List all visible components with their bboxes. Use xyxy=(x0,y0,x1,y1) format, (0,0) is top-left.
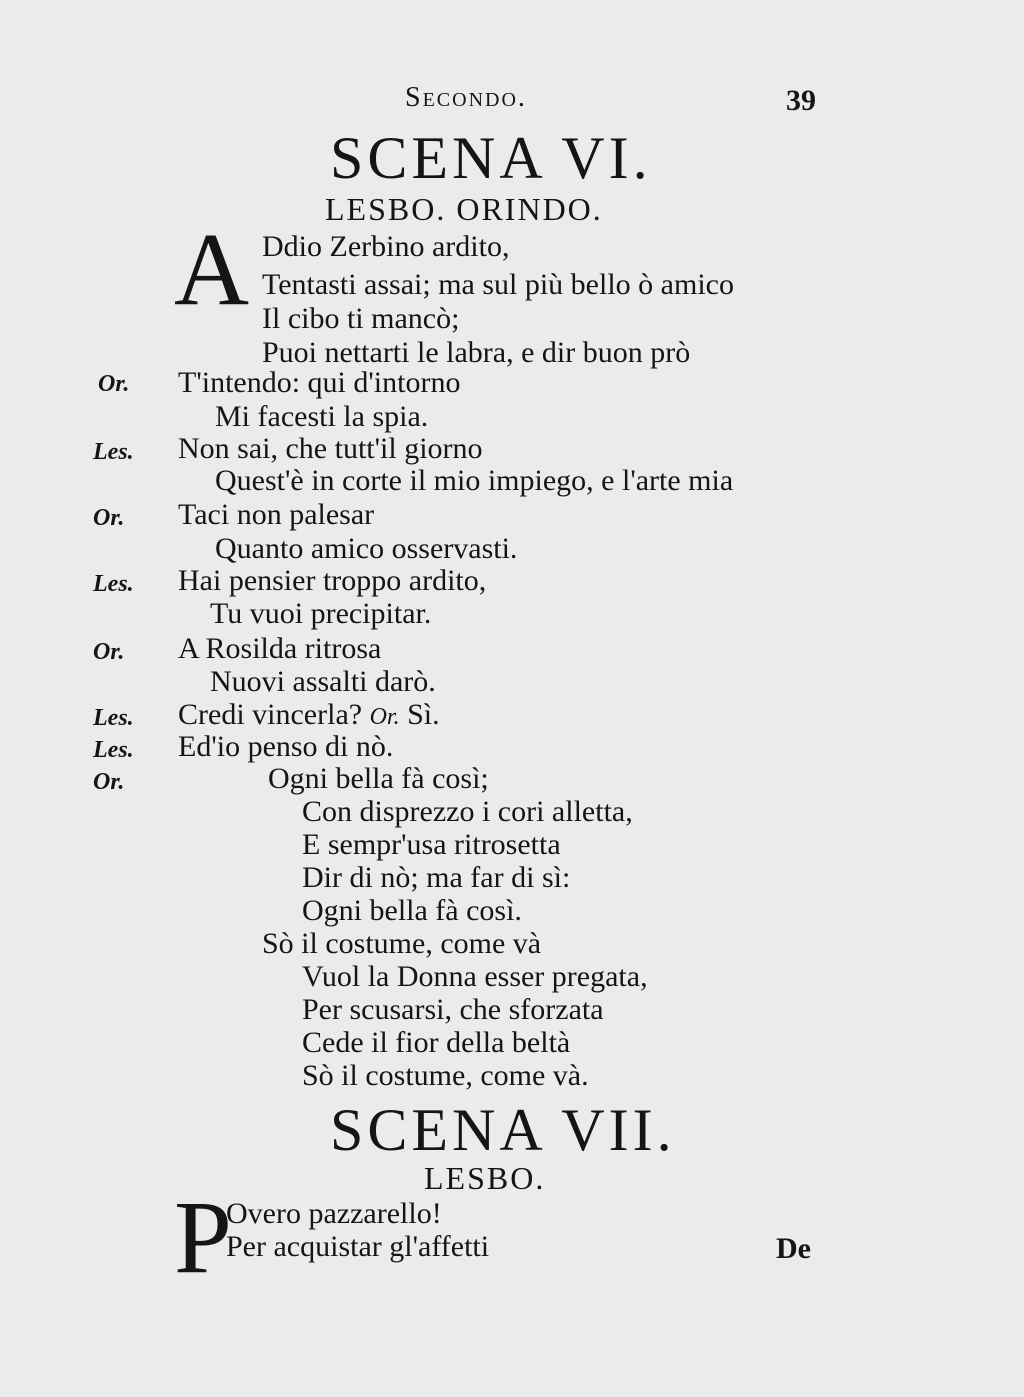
drop-cap: P xyxy=(174,1180,232,1295)
speaker-label: Or. xyxy=(93,505,125,531)
drop-cap: A xyxy=(174,212,250,327)
verse-text: Credi vincerla? xyxy=(178,698,363,731)
speaker-label: Les. xyxy=(93,439,134,465)
speaker-label: Or. xyxy=(98,371,130,397)
verse-line: Overo pazzarello! xyxy=(226,1197,442,1230)
verse-line: Taci non palesar xyxy=(178,498,375,531)
catchword: De xyxy=(776,1232,811,1265)
verse-line: Tentasti assai; ma sul più bello ò amico xyxy=(262,268,734,301)
speaker-label: Les. xyxy=(93,705,134,731)
verse-line: Puoi nettarti le labra, e dir buon prò xyxy=(262,336,691,369)
verse-line: Con disprezzo i cori alletta, xyxy=(302,795,633,828)
running-head: Secondo. xyxy=(405,82,527,113)
verse-line: Quest'è in corte il mio impiego, e l'arte mia xyxy=(215,464,734,497)
verse-line: Sò il costume, come và xyxy=(262,927,542,960)
scene-title: SCENA VI. xyxy=(330,125,652,191)
scene-characters: LESBO. xyxy=(424,1160,546,1196)
verse-line: Quanto amico osservasti. xyxy=(215,532,518,565)
speaker-label: Or. xyxy=(93,639,125,665)
verse-line: Ogni bella fà così. xyxy=(302,894,522,927)
verse-line: E sempr'usa ritrosetta xyxy=(302,828,561,861)
speaker-label: Or. xyxy=(93,769,125,795)
verse-line: Tu vuoi precipitar. xyxy=(210,597,432,630)
speaker-label: Les. xyxy=(93,737,134,763)
verse-line: Per acquistar gl'affetti xyxy=(226,1230,490,1263)
verse-line: Mi facesti la spia. xyxy=(215,400,429,433)
verse-line: T'intendo: qui d'intorno xyxy=(178,366,461,399)
verse-line: Cede il fior della beltà xyxy=(302,1026,571,1059)
verse-line: Non sai, che tutt'il giorno xyxy=(178,432,483,465)
inline-speaker-label: Or. xyxy=(369,704,400,730)
page-number: 39 xyxy=(786,84,816,117)
scene-characters: LESBO. ORINDO. xyxy=(325,191,603,227)
verse-line: A Rosilda ritrosa xyxy=(178,632,382,665)
verse-line: Il cibo ti mancò; xyxy=(262,302,460,335)
verse-line: Per scusarsi, che sforzata xyxy=(302,993,604,1026)
verse-line: Sò il costume, come và. xyxy=(302,1059,589,1092)
verse-line: Dir di nò; ma far di sì: xyxy=(302,861,571,894)
verse-line: Ed'io penso di nò. xyxy=(178,730,394,763)
scene-title: SCENA VII. xyxy=(330,1097,676,1163)
verse-line: Nuovi assalti darò. xyxy=(210,665,436,698)
verse-line: Vuol la Donna esser pregata, xyxy=(302,960,648,993)
verse-reply: Sì. xyxy=(407,698,440,731)
verse-line: Ogni bella fà così; xyxy=(268,762,489,795)
verse-line: Hai pensier troppo ardito, xyxy=(178,564,487,597)
speaker-label: Les. xyxy=(93,571,134,597)
verse-line xyxy=(178,700,440,730)
verse-line: Ddio Zerbino ardito, xyxy=(262,230,510,263)
